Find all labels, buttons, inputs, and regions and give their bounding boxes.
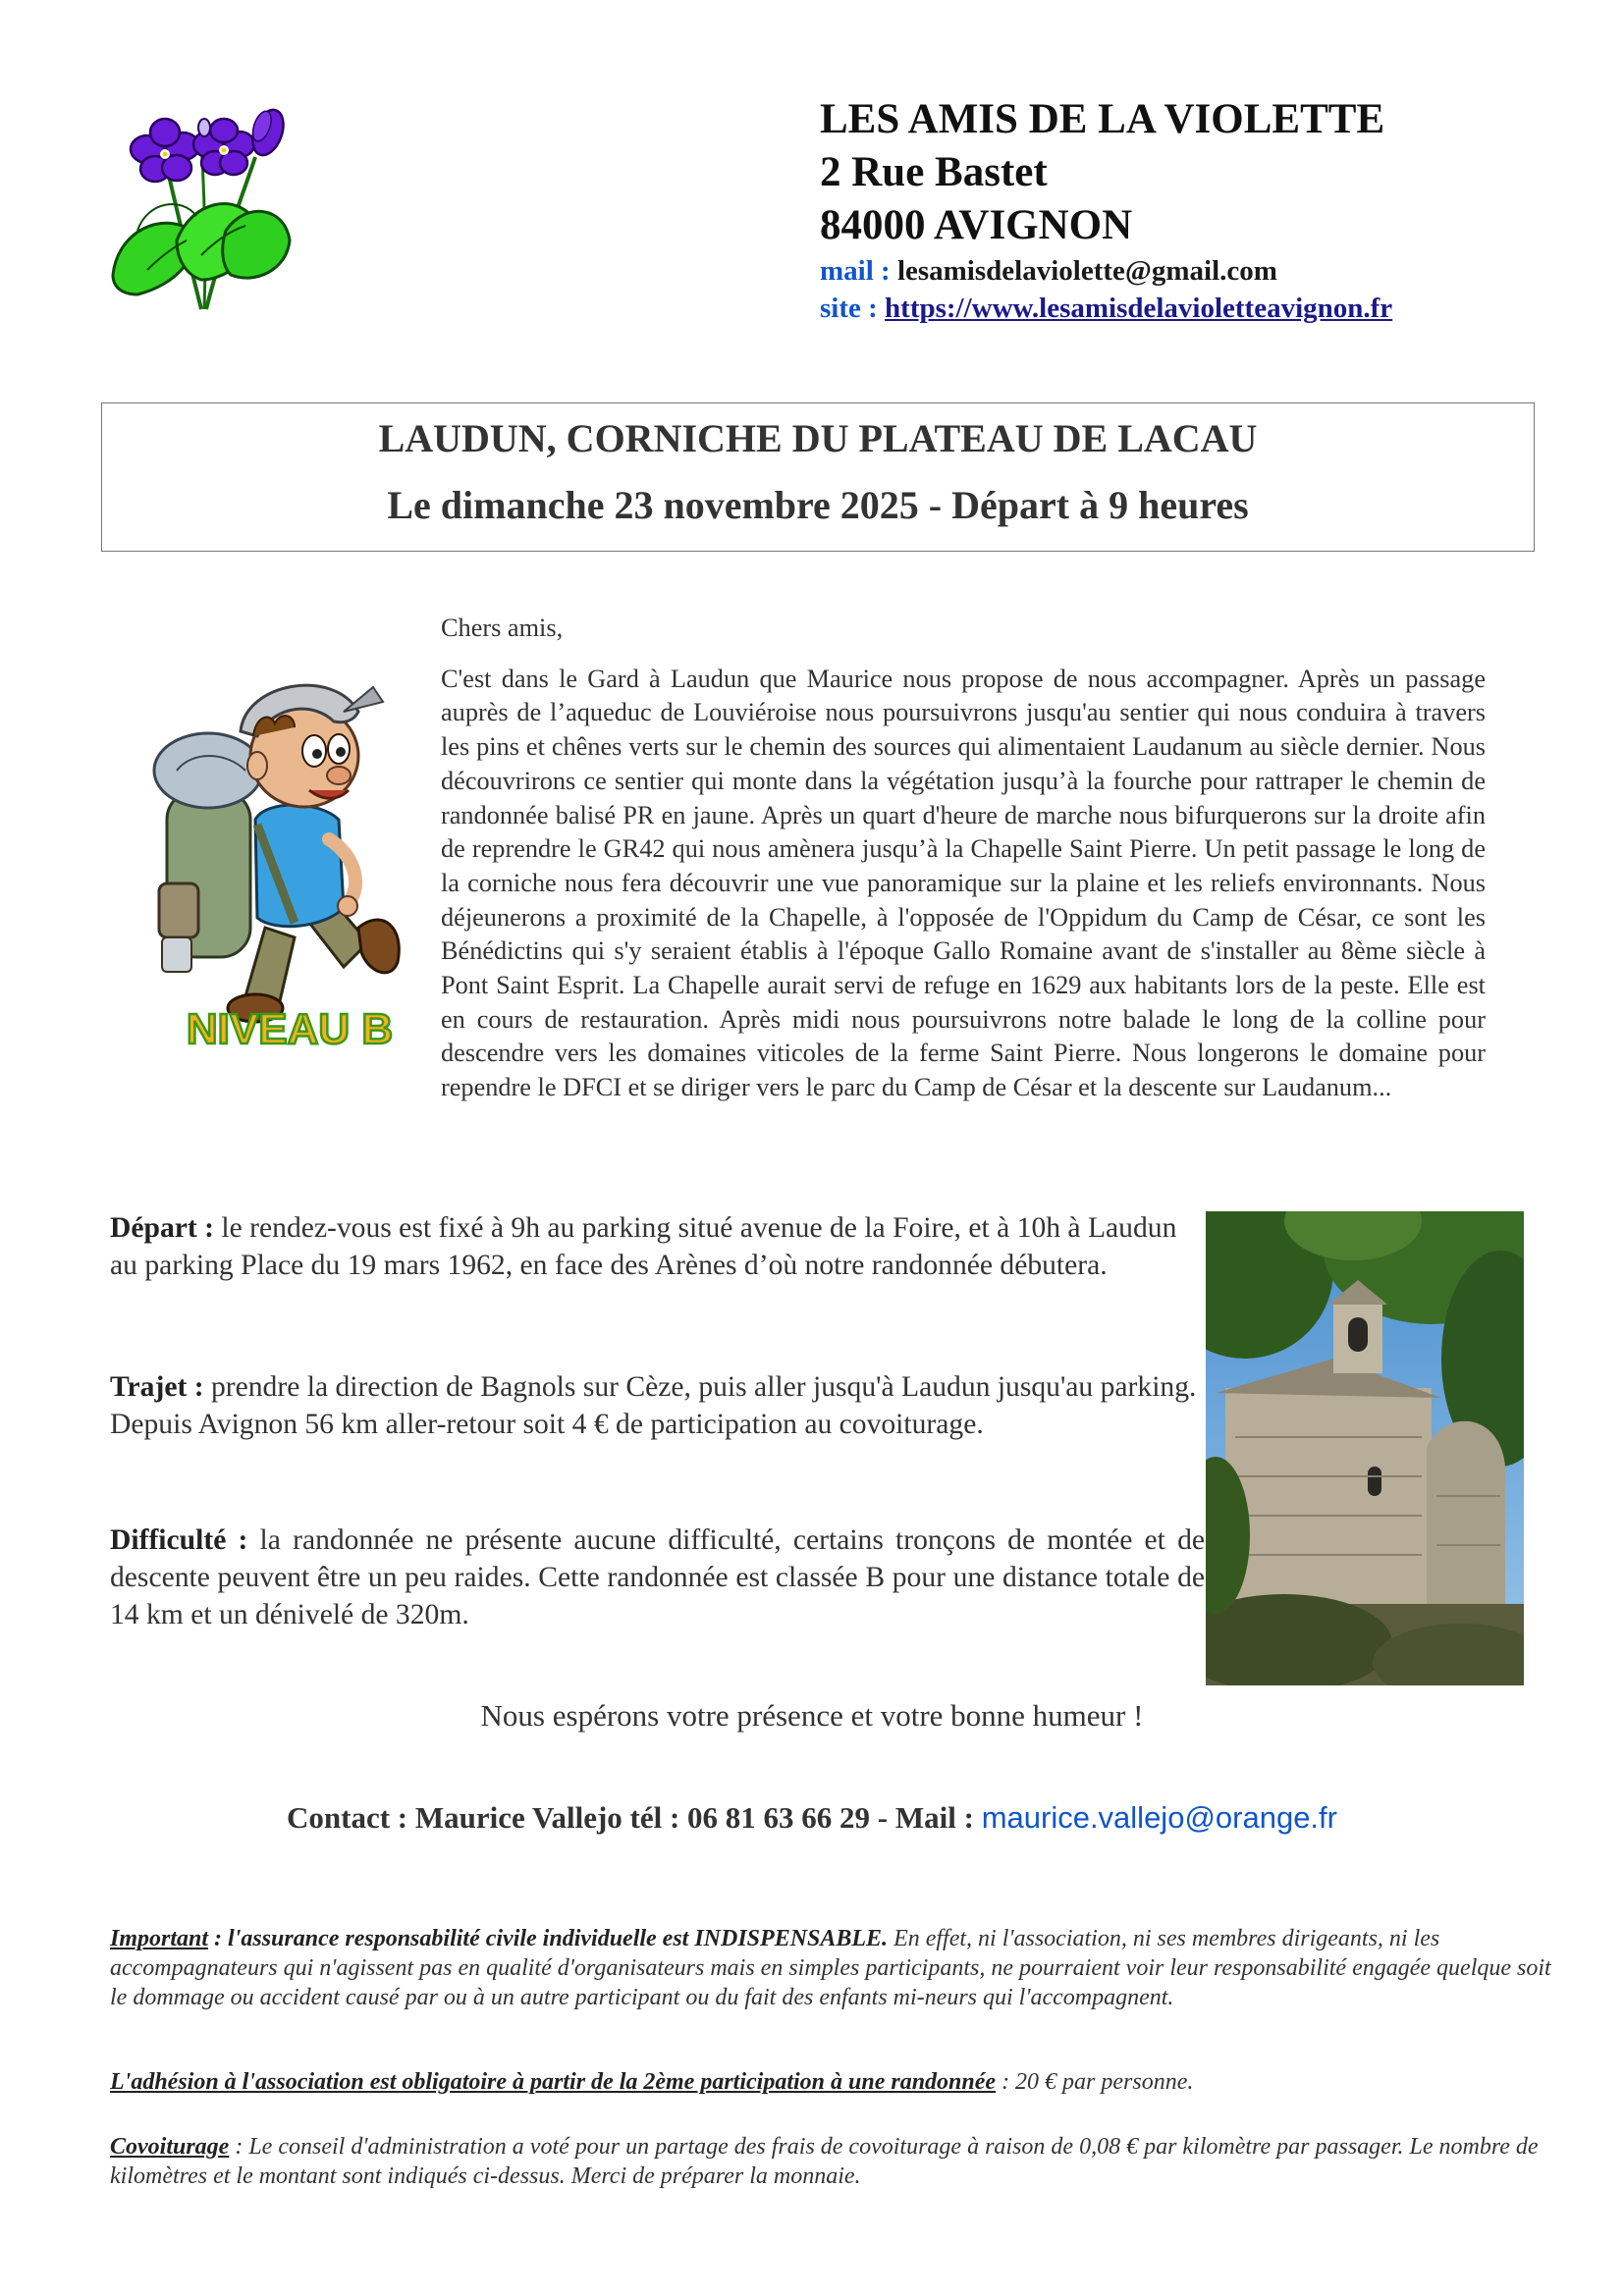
mail-value[interactable]: lesamisdelaviolette@gmail.com [896,255,1277,287]
title-box [101,402,1535,552]
trajet-section [110,1368,1215,1443]
hiker-illustration [147,643,432,1055]
important-note [110,1924,1573,2012]
important-text: En effet, ni l'association, ni ses membres dirigeants, ni les accompagnateurs qui n'agissent pas en qualité d'organisateurs mais en simples participants, ne pourraient voir leur responsabilité engagée quelque soit le dommage ou accident causé par ou à un autre participant ou du fait des enfants mi-neurs qui l'accompagnent. [110,1926,1551,2010]
trajet-line2: Depuis Avignon 56 km aller-retour soit 4 € de participation au covoiturage. [110,1409,984,1440]
org-street: 2 Rue Bastet [820,149,1048,195]
mail-label: mail : [820,255,897,287]
important-label: Important [110,1926,209,1951]
adhesion-text: : 20 € par personne. [996,2069,1194,2095]
important-bold: : l'assurance responsabilité civile individuelle est INDISPENSABLE. [208,1926,889,1951]
trajet-text: prendre la direction de Bagnols sur Cèze, puis aller jusqu'à Laudun jusqu'au parking. [203,1371,1197,1403]
adhesion-note [110,2067,1573,2097]
contact-prefix: Contact : Maurice Vallejo tél : 06 81 63 66 29 - Mail : [287,1800,982,1835]
intro-body: C'est dans le Gard à Laudun que Maurice nous propose de nous accompagner. Après un passage auprès de l’aqueduc de Louviéroise nous poursuivrons jusqu'au sentier qui nous conduira à travers les pins et chênes verts sur le chemin des sources qui alimentaient Laudanum au siècle dernier. Nous découvrirons ce sentier qui monte dans la végétation jusqu’à la fourche pour rattraper le chemin de randonnée balisé PR en jaune. Après un quart d'heure de marche nous bifurquerons sur la droite afin de reprendre le GR42 qui nous amènera jusqu’à la Chapelle Saint Pierre. Un petit passage le long de la corniche nous fera découvrir une vue panoramique sur la plaine et les reliefs environnants. Nous déjeunerons a proximité de la Chapelle, à l'opposée de l'Oppidum du Camp de César, ce sont les Bénédictins qui s'y seraient établis à l'époque Gallo Romaine avant de s'installer au 8ème siècle à Pont Saint Esprit. La Chapelle aurait servi de refuge en 1629 aux habitants lors de la peste. Elle est en cours de restauration. Après midi nous poursuivrons notre balade le long de la colline pour descendre vers les domaines viticoles de la ferme Saint Pierre. Nous longerons le domaine pour rependre le DFCI et se diriger vers le parc du Camp de César et la descente sur Laudanum... [441,664,1486,1102]
contact-mail-link[interactable]: maurice.vallejo@orange.fr [981,1800,1337,1835]
greeting: Chers amis, [441,614,564,642]
org-city: 84000 AVIGNON [820,202,1133,248]
covoiturage-note [110,2132,1573,2191]
depart-label: Départ : [110,1212,215,1244]
closing-hope: Nous espérons votre présence et votre bonne humeur ! [480,1698,1144,1733]
intro-section [441,612,1486,1105]
site-label: site : [820,293,886,324]
covoiturage-text: : Le conseil d'administration a voté pour un partage des frais de covoiturage à raison de 0,08 € par kilomètre par passager. Le nombre de kilomètres et le montant sont indiqués ci-dessus. Merci de préparer la monnaie. [110,2134,1539,2189]
event-date: Le dimanche 23 novembre 2025 - Départ à 9 heures [387,483,1249,527]
violette-logo [108,83,295,314]
org-site [820,290,1566,327]
difficulte-text: la randonnée ne présente aucune difficulté, certains tronçons de montée et de descente peuvent être un peu raides. Cette randonnée est classée B pour une distance totale de 14 km et un dénivelé de 320m. [110,1524,1205,1630]
trajet-label: Trajet : [110,1371,204,1403]
adhesion-label: L'adhésion à l'association est obligatoire à partir de la 2ème participation à une randonnée [110,2069,997,2095]
contact-line [0,1800,1624,1836]
trajet-line1 [110,1368,1215,1406]
chapel-photo [1206,1211,1524,1685]
org-name: LES AMIS DE LA VIOLETTE [820,96,1385,142]
covoiturage-label: Covoiturage [110,2134,230,2160]
org-mail [820,252,1566,290]
difficulte-section [110,1522,1205,1633]
site-link[interactable]: https://www.lesamisdelavioletteavignon.fr [885,293,1393,324]
niveau-badge: NIVEAU B [186,1005,394,1053]
depart-text: le rendez-vous est fixé à 9h au parking situé avenue de la Foire, et à 10h à Laudun au parking Place du 19 mars 1962, en face des Arènes d’où notre randonnée débutera. [110,1212,1177,1281]
depart-section [110,1209,1200,1284]
difficulte-label: Difficulté : [110,1524,248,1556]
org-address-block [820,93,1566,327]
event-title: LAUDUN, CORNICHE DU PLATEAU DE LACAU [378,416,1258,460]
